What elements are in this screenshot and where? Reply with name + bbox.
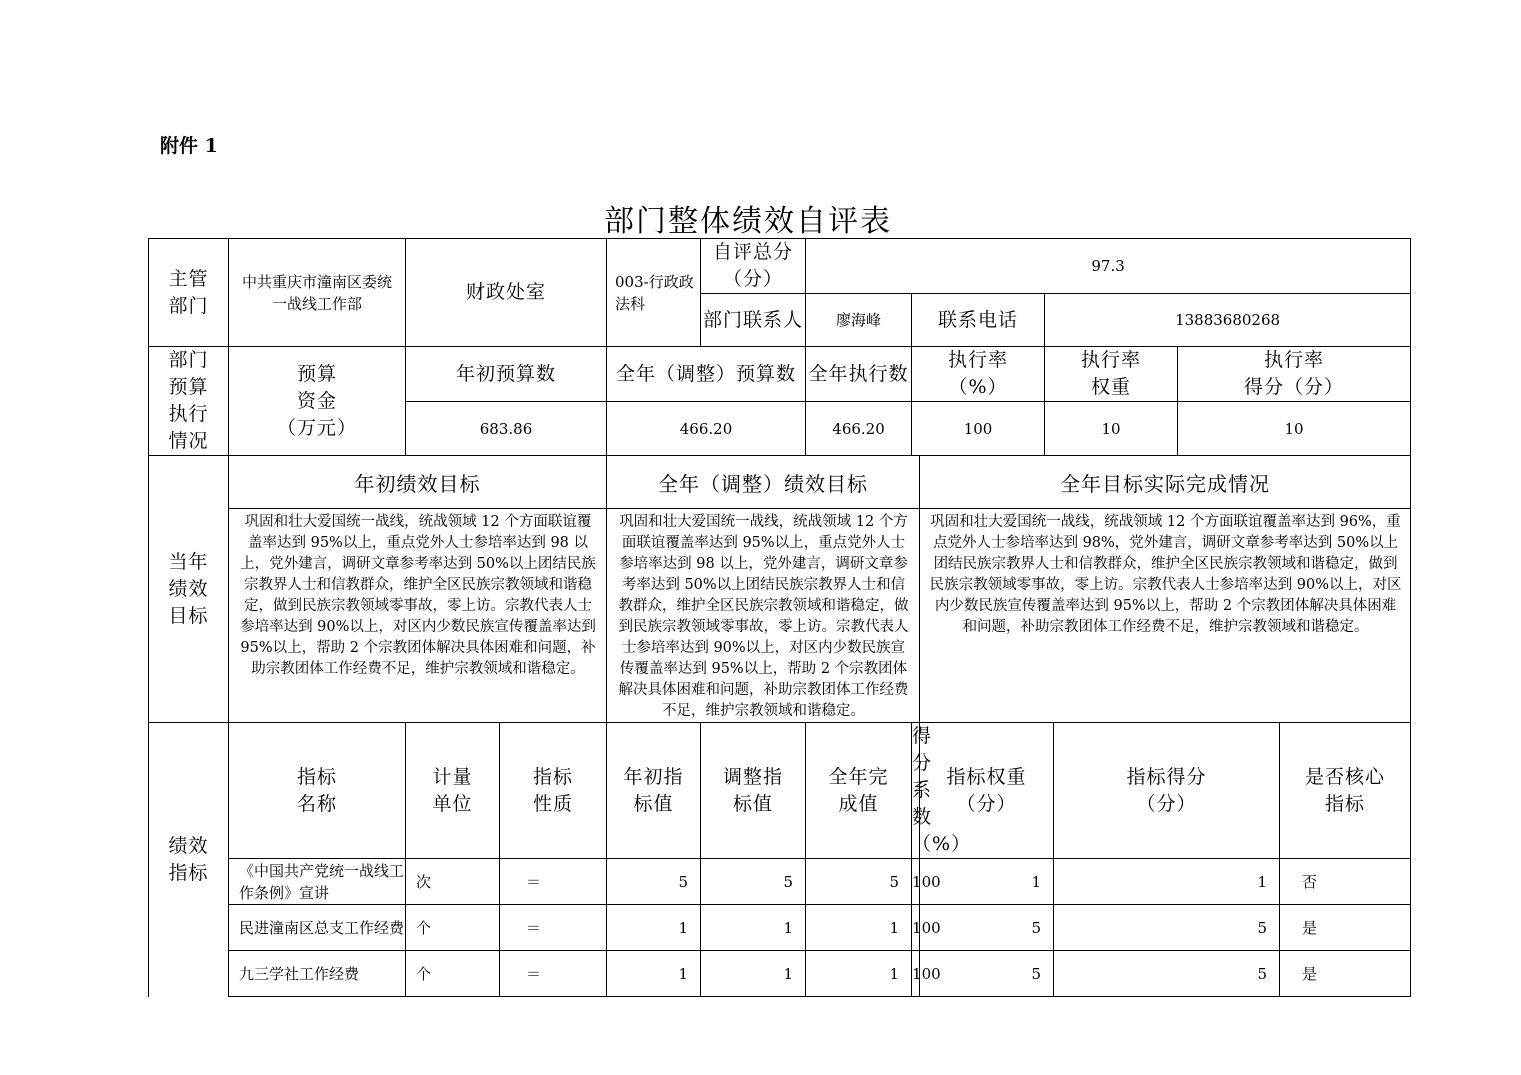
- contact-label: 部门联系人: [701, 294, 806, 347]
- fund-label: 预算 资金 （万元）: [229, 347, 406, 456]
- ind-adjusted: 5: [701, 859, 806, 905]
- ind-header-score: 指标得分 （分）: [1054, 723, 1280, 859]
- ind-header-core: 是否核心 指标: [1280, 723, 1411, 859]
- ind-unit: 次: [406, 859, 500, 905]
- table-row: [149, 905, 1411, 951]
- contact-name: 廖海峰: [806, 294, 912, 347]
- ind-adjusted: 1: [701, 951, 806, 997]
- ind-header-name: 指标 名称: [229, 723, 406, 859]
- executed-budget-value: 466.20: [806, 402, 912, 456]
- ind-coef: 100: [912, 905, 920, 951]
- col-exec-weight: 执行率 权重: [1045, 347, 1178, 402]
- dept-name: 中共重庆市潼南区委统一战线工作部: [229, 239, 406, 347]
- ind-initial: 1: [607, 951, 701, 997]
- ind-core: 否: [1280, 859, 1411, 905]
- table-row: [149, 951, 1411, 997]
- score-value: 97.3: [806, 239, 1411, 294]
- ind-coef: 100: [912, 951, 920, 997]
- goals-row-label: 当年 绩效 目标: [149, 456, 229, 723]
- ind-nature: ＝: [500, 905, 607, 951]
- ind-initial: 5: [607, 859, 701, 905]
- ind-header-unit: 计量 单位: [406, 723, 500, 859]
- initial-goal-title: 年初绩效目标: [229, 456, 607, 509]
- ind-nature: ＝: [500, 859, 607, 905]
- ind-unit: 个: [406, 905, 500, 951]
- performance-table: [148, 238, 1411, 997]
- ind-name: 九三学社工作经费: [229, 951, 406, 997]
- col-initial-budget: 年初预算数: [406, 347, 607, 402]
- ind-nature: ＝: [500, 951, 607, 997]
- col-adjusted-budget: 全年（调整）预算数: [607, 347, 806, 402]
- ind-adjusted: 1: [701, 905, 806, 951]
- ind-weight: 5: [920, 905, 1054, 951]
- ind-core: 是: [1280, 905, 1411, 951]
- ind-completed: 5: [806, 859, 912, 905]
- ind-weight: 5: [920, 951, 1054, 997]
- ind-header-initial: 年初指 标值: [607, 723, 701, 859]
- score-label: 自评总分（分）: [701, 239, 806, 294]
- ind-coef: 100: [912, 859, 920, 905]
- ind-initial: 1: [607, 905, 701, 951]
- section-cell: 003-行政政法科: [607, 239, 701, 347]
- ind-header-completed: 全年完 成值: [806, 723, 912, 859]
- col-exec-rate: 执行率 （%）: [912, 347, 1045, 402]
- ind-completed: 1: [806, 951, 912, 997]
- table-row: [149, 859, 1411, 905]
- col-executed-budget: 全年执行数: [806, 347, 912, 402]
- budget-row-label: 部门 预算 执行 情况: [149, 347, 229, 456]
- ind-header-adjusted: 调整指 标值: [701, 723, 806, 859]
- exec-rate-value: 100: [912, 402, 1045, 456]
- ind-name: 民进潼南区总支工作经费: [229, 905, 406, 951]
- adjusted-budget-value: 466.20: [607, 402, 806, 456]
- page-title: 部门整体绩效自评表: [604, 204, 892, 239]
- office-cell: 财政处室: [406, 239, 607, 347]
- ind-score: 5: [1054, 951, 1280, 997]
- ind-score: 5: [1054, 905, 1280, 951]
- actual-goal-text: 巩固和壮大爱国统一战线，统战领域 12 个方面联谊覆盖率达到 96%，重点党外人士参培率达到 98%，党外建言，调研文章参考率达到 50%以上团结民族宗教界人士和信教群众，维护全区民族宗教领域和谐稳定，做到民族宗教领域零事故，零上访。宗教代表人士参培率达到 90%以上，对区内少数民族宣传覆盖率达到 95%以上，帮助 2 个宗教团体解决具体困难和问题，补助宗教团体工作经费不足，维护宗教领域和谐稳定。: [920, 509, 1411, 723]
- ind-header-weight: 指标权重 （分）: [920, 723, 1054, 859]
- ind-unit: 个: [406, 951, 500, 997]
- dept-label: 主管 部门: [149, 239, 229, 347]
- exec-weight-value: 10: [1045, 402, 1178, 456]
- phone-value: 13883680268: [1045, 294, 1411, 347]
- ind-completed: 1: [806, 905, 912, 951]
- ind-name: 《中国共产党统一战线工作条例》宣讲: [229, 859, 406, 905]
- ind-weight: 1: [920, 859, 1054, 905]
- attachment-label: 附件 1: [160, 135, 218, 157]
- ind-core: 是: [1280, 951, 1411, 997]
- ind-header-coef: 得分系数 （%）: [912, 723, 920, 859]
- indicators-row-label: 绩效 指标: [149, 723, 229, 997]
- adjusted-goal-title: 全年（调整）绩效目标: [607, 456, 920, 509]
- phone-label: 联系电话: [912, 294, 1045, 347]
- ind-score: 1: [1054, 859, 1280, 905]
- col-exec-score: 执行率 得分（分）: [1178, 347, 1411, 402]
- initial-goal-text: 巩固和壮大爱国统一战线，统战领域 12 个方面联谊覆盖率达到 95%以上，重点党外人士参培率达到 98 以上，党外建言，调研文章参考率达到 50%以上团结民族宗教界人士和信教群众，维护全区民族宗教领域和谐稳定，做到民族宗教领域零事故，零上访。宗教代表人士参培率达到 90%以上，对区内少数民族宣传覆盖率达到 95%以上，帮助 2 个宗教团体解决具体困难和问题，补助宗教团体工作经费不足，维护宗教领域和谐稳定。: [229, 509, 607, 723]
- adjusted-goal-text: 巩固和壮大爱国统一战线，统战领域 12 个方面联谊覆盖率达到 95%以上，重点党外人士参培率达到 98 以上，党外建言，调研文章参考率达到 50%以上团结民族宗教界人士和信教群众，维护全区民族宗教领域和谐稳定，做到民族宗教领域零事故，零上访。宗教代表人士参培率达到 90%以上，对区内少数民族宣传覆盖率达到 95%以上，帮助 2 个宗教团体解决具体困难和问题，补助宗教团体工作经费不足，维护宗教领域和谐稳定。: [607, 509, 920, 723]
- initial-budget-value: 683.86: [406, 402, 607, 456]
- actual-goal-title: 全年目标实际完成情况: [920, 456, 1411, 509]
- ind-header-nature: 指标 性质: [500, 723, 607, 859]
- exec-score-value: 10: [1178, 402, 1411, 456]
